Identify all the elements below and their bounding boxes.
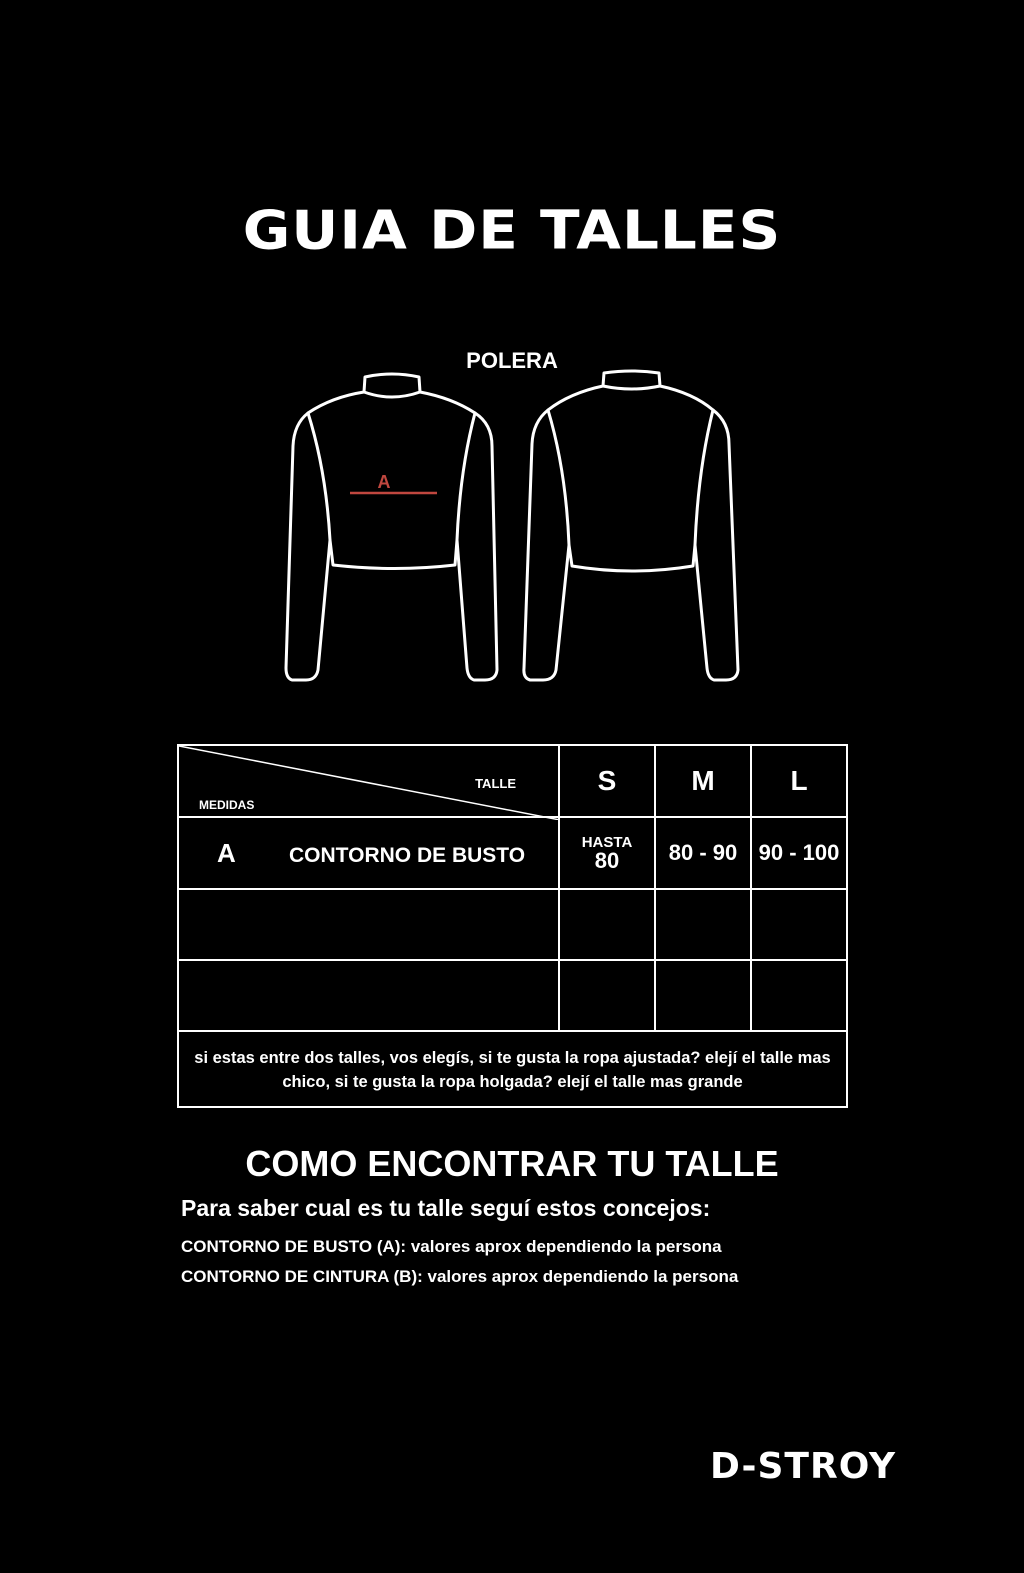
empty-cell	[178, 889, 559, 960]
brand-logo: D-STROY	[710, 1446, 897, 1487]
tip-item: CONTORNO DE CINTURA (B): valores aprox dependiendo la persona	[181, 1267, 739, 1286]
table-row	[178, 817, 847, 889]
value-cell-l: 90 - 100	[751, 817, 847, 889]
size-note: si estas entre dos talles, vos elegís, si te gusta la ropa ajustada? elejí el talle mas chico, si te gusta la ropa holgada? elejí el talle mas grande	[178, 1031, 847, 1107]
size-header-s: S	[559, 745, 655, 817]
empty-cell	[751, 960, 847, 1031]
empty-cell	[655, 889, 751, 960]
empty-cell	[559, 889, 655, 960]
note-row	[178, 1031, 847, 1107]
size-header-m: M	[655, 745, 751, 817]
page-title: GUIA DE TALLES	[242, 198, 782, 262]
table-corner-cell	[178, 745, 559, 817]
measure-name: CONTORNO DE BUSTO	[289, 844, 526, 867]
size-table	[177, 744, 848, 1108]
value-number: 80	[594, 847, 620, 873]
empty-cell	[178, 960, 559, 1031]
empty-cell	[655, 960, 751, 1031]
measure-code: A	[217, 838, 236, 868]
how-to-title: COMO ENCONTRAR TU TALLE	[245, 1143, 779, 1184]
garment-back-view	[524, 371, 738, 680]
garment-label: POLERA	[466, 348, 558, 373]
value-cell-s	[559, 817, 655, 889]
empty-row	[178, 960, 847, 1031]
size-axis-label: TALLE	[475, 776, 516, 791]
measure-cell	[178, 817, 559, 889]
value-cell-m: 80 - 90	[655, 817, 751, 889]
measure-axis-label: MEDIDAS	[199, 798, 255, 812]
how-to-subtitle: Para saber cual es tu talle seguí estos concejos:	[181, 1195, 711, 1221]
garment-front-view	[286, 374, 497, 680]
value-prefix: HASTA	[581, 833, 633, 851]
empty-row	[178, 889, 847, 960]
empty-cell	[559, 960, 655, 1031]
garment-illustration	[0, 360, 1024, 690]
size-header-l: L	[751, 745, 847, 817]
measure-marker-a: A	[377, 472, 391, 492]
empty-cell	[751, 889, 847, 960]
tip-item: CONTORNO DE BUSTO (A): valores aprox dependiendo la persona	[181, 1237, 722, 1256]
table-header-row	[178, 745, 847, 817]
